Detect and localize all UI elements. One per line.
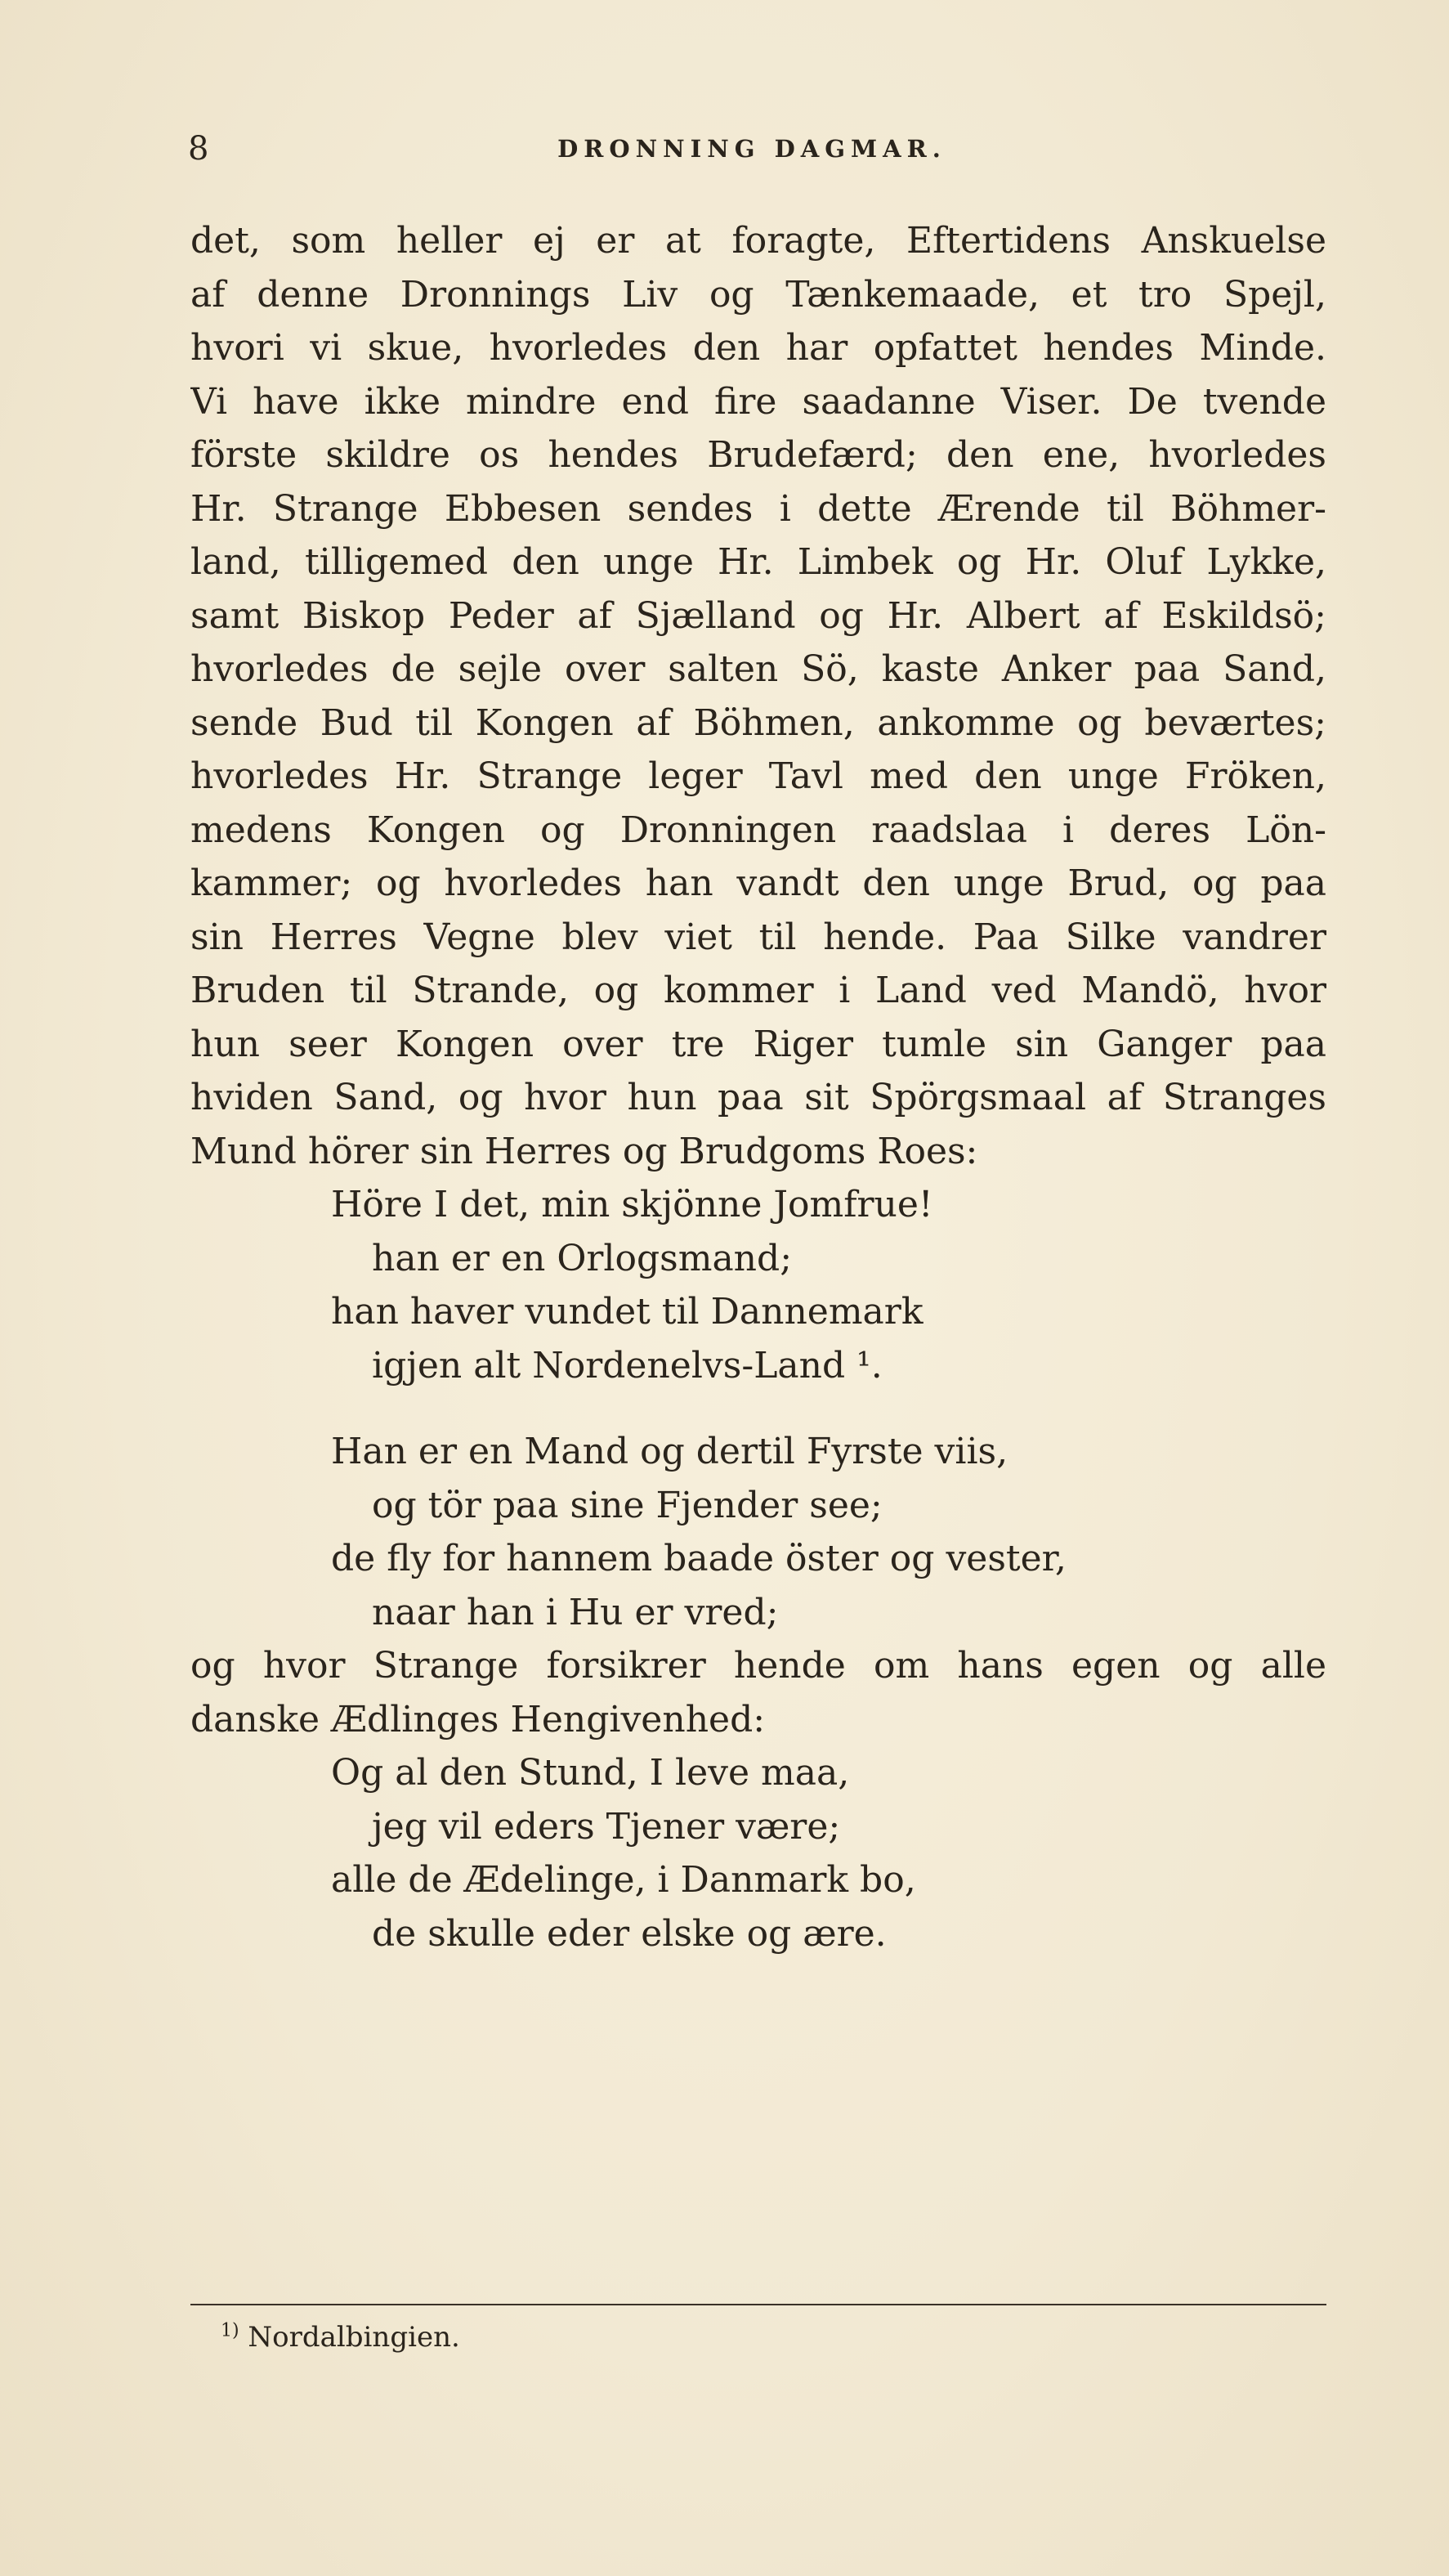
text-line: af denne Dronnings Liv og Tænkemaade, et tro Spejl, [190,273,1326,316]
page-header [188,124,1316,173]
verse-line: han haver vundet til Dannemark [331,1291,924,1333]
running-head: DRONNING DAGMAR. [557,135,946,163]
text-line: medens Kongen og Dronningen raadslaa i deres Lön- [190,809,1326,851]
text-line: og hvor Strange forsikrer hende om hans egen og alle [190,1645,1326,1687]
verse-line: alle de Ædelinge, i Danmark bo, [331,1859,916,1901]
text-line: hun seer Kongen over tre Riger tumle sin Ganger paa [190,1023,1326,1065]
verse-line: de skulle eder elske og ære. [372,1912,887,1955]
text-line: förste skildre os hendes Brudefærd; den ene, hvorledes [190,434,1326,476]
verse-line: jeg vil eders Tjener være; [372,1805,841,1848]
text-line: samt Biskop Peder af Sjælland og Hr. Albert af Eskildsö; [190,594,1326,637]
prose-paragraph [190,214,1326,1178]
verse-line: de fly for hannem baade öster og vester, [331,1538,1067,1579]
text-line: sin Herres Vegne blev viet til hende. Paa Silke vandrer [190,916,1326,958]
text-line: land, tilligemed den unge Hr. Limbek og Hr. Oluf Lykke, [190,541,1326,583]
text-line: danske Ædlinges Hengivenhed: [190,1698,766,1740]
text-line: hviden Sand, og hvor hun paa sit Spörgsmaal af Stranges [190,1077,1326,1118]
footnote-divider [190,2304,1326,2305]
verse-line: og tör paa sine Fjender see; [372,1484,883,1526]
text-line: Bruden til Strande, og kommer i Land ved Mandö, hvor [190,970,1326,1011]
verse-stanza [331,1746,1326,1960]
verse-line: han er en Orlogsmand; [372,1237,793,1279]
text-line: hvorledes Hr. Strange leger Tavl med den unge Fröken, [190,755,1326,797]
text-line: kammer; og hvorledes han vandt den unge Brud, og paa [190,862,1326,904]
page-number: 8 [188,130,209,168]
text-line: sende Bud til Kongen af Böhmen, ankomme og beværtes; [190,701,1326,744]
footnote-marker: 1) [221,2320,239,2341]
verse-line: Og al den Stund, I leve maa, [331,1752,850,1794]
text-line: Vi have ikke mindre end fire saadanne Viser. De tvende [190,380,1326,423]
footnote [221,2317,460,2358]
verse-stanza [331,1178,1326,1392]
verse-line: naar han i Hu er vred; [372,1591,779,1633]
text-line: det, som heller ej er at foragte, Eftertidens Anskuelse [190,220,1326,262]
text-line: hvori vi skue, hvorledes den har opfattet hendes Minde. [190,327,1326,369]
text-line: hvorledes de sejle over salten Sö, kaste Anker paa Sand, [190,648,1326,690]
text-line: Mund hörer sin Herres og Brudgoms Roes: [190,1130,978,1172]
footnote-text: Nordalbingien. [248,2321,460,2354]
page-body [190,214,1326,1960]
prose-paragraph [190,1639,1326,1746]
stanza-gap [190,1392,1326,1425]
verse-line: Han er en Mand og dertil Fyrste viis, [331,1431,1008,1472]
verse-line: igjen alt Nordenelvs-Land ¹. [372,1344,883,1387]
text-line: Hr. Strange Ebbesen sendes i dette Ærende til Böhmer- [190,487,1326,530]
verse-stanza [331,1425,1326,1639]
verse-line: Höre I det, min skjönne Jomfrue! [331,1184,933,1225]
